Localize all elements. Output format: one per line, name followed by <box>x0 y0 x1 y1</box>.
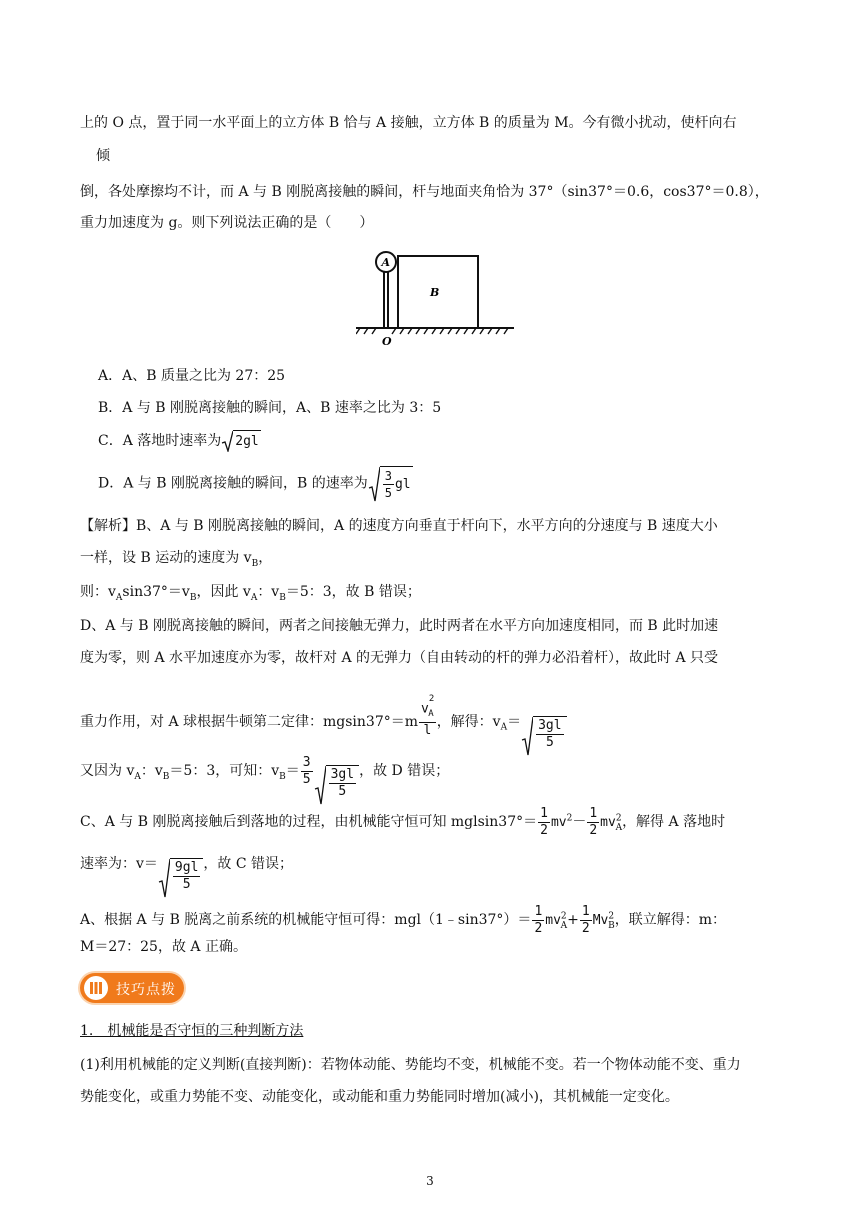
option-b: B．A 与 B 刚脱离接触的瞬间，A、B 速率之比为 3：5 <box>98 400 442 416</box>
solution-line-7: 又因为 $v_A$：$v_B=5$：3，可知：$v_B=$ $\frac{3}{5}$ $\frac{3gl}{5}$ ，故 D 错误； <box>80 755 449 800</box>
problem-line-2: 倒，各处摩擦均不计，而 A 与 B 刚脱离接触的瞬间，杆与地面夹角恰为 37°（sin37°＝0.6，cos37°＝0.8）， <box>80 184 769 200</box>
solution-line-2: 一样，设 B 运动的速度为 $v_B$， <box>80 550 273 569</box>
physics-figure <box>356 248 516 346</box>
problem-line-3: 重力加速度为 g。则下列说法正确的是（ ） <box>80 215 374 231</box>
solution-line-3: 则：$v_A\sin 37^\circ=v_B$，因此 $v_A$：$v_B=5$：3，故 B 错误； <box>80 584 421 603</box>
option-c <box>98 430 261 452</box>
problem-line-1-cont: 倾 <box>96 148 110 164</box>
option-d <box>98 466 413 501</box>
option-c-sqrt: 2gl <box>221 430 260 452</box>
problem-line-1: 上的 O 点，置于同一水平面上的立方体 B 恰与 A 接触，立方体 B 的质量为 M。今有微小扰动，使杆向右 <box>80 115 737 131</box>
tip-paragraph-2: 势能变化，或重力势能不变、动能变化，或动能和重力势能同时增加(减小)，其机械能一定变化。 <box>80 1089 679 1105</box>
figure-label-o: O <box>382 335 392 346</box>
tip-badge-label: 技巧点拨 <box>116 982 176 998</box>
tip-badge <box>80 973 184 1003</box>
tip-icon <box>84 976 108 1000</box>
solution-line-8: C、A 与 B 刚脱离接触后到落地的过程，由机械能守恒可知 mglsin37°＝ $\frac{1}{2}$ $mv^2-$ $\frac{1}{2}$ $mv^2_A$，解得 A 落地时 <box>80 806 726 838</box>
tip-paragraph-1: (1)利用机械能的定义判断(直接判断)：若物体动能、势能均不变，机械能不变。若一个物体动能不变、重力 <box>80 1057 741 1073</box>
solution-line-11: M＝27：25，故 A 正确。 <box>80 939 247 955</box>
option-d-text: D．A 与 B 刚脱离接触的瞬间，B 的速率为 <box>98 475 368 492</box>
option-a: A．A、B 质量之比为 27：25 <box>98 368 286 384</box>
figure-label-a: A <box>381 256 391 269</box>
option-c-text: C．A 落地时速率为 <box>98 433 222 449</box>
solution-line-10: A、根据 A 与 B 脱离之前系统的机械能守恒可得：mgl（1﹣sin37°）＝ $\frac{1}{2}$ $mv^2_A+$ $\frac{1}{2}$ $Mv^2_B$，联立解得：m： <box>80 904 727 936</box>
tip-heading: 1. 机械能是否守恒的三种判断方法 <box>80 1023 304 1039</box>
option-d-sqrt: $\frac{3}{5}$ gl <box>368 466 413 501</box>
solution-line-9: 速率为：v＝ $\frac{9gl}{5}$ ，故 C 错误； <box>80 854 293 893</box>
solution-line-1: 【解析】B、A 与 B 刚脱离接触的瞬间，A 的速度方向垂直于杆向下，水平方向的分速度与 B 速度大小 <box>80 518 718 534</box>
solution-line-4: D、A 与 B 刚脱离接触的瞬间，两者之间接触无弹力，此时两者在水平方向加速度相同，而 B 此时加速 <box>80 618 719 634</box>
solution-line-5: 度为零，则 A 水平加速度亦为零，故杆对 A 的无弹力（自由转动的杆的弹力必沿着杆），故此时 A 只受 <box>80 650 719 666</box>
page-number: 3 <box>426 1174 434 1188</box>
figure-label-b: B <box>430 286 440 299</box>
solution-line-6: 重力作用，对 A 球根据牛顿第二定律：mgsin37°＝m $\frac{v^2_A}{l}$ ，解得：$v_A=$ $\frac{3gl}{5}$ <box>80 697 567 751</box>
